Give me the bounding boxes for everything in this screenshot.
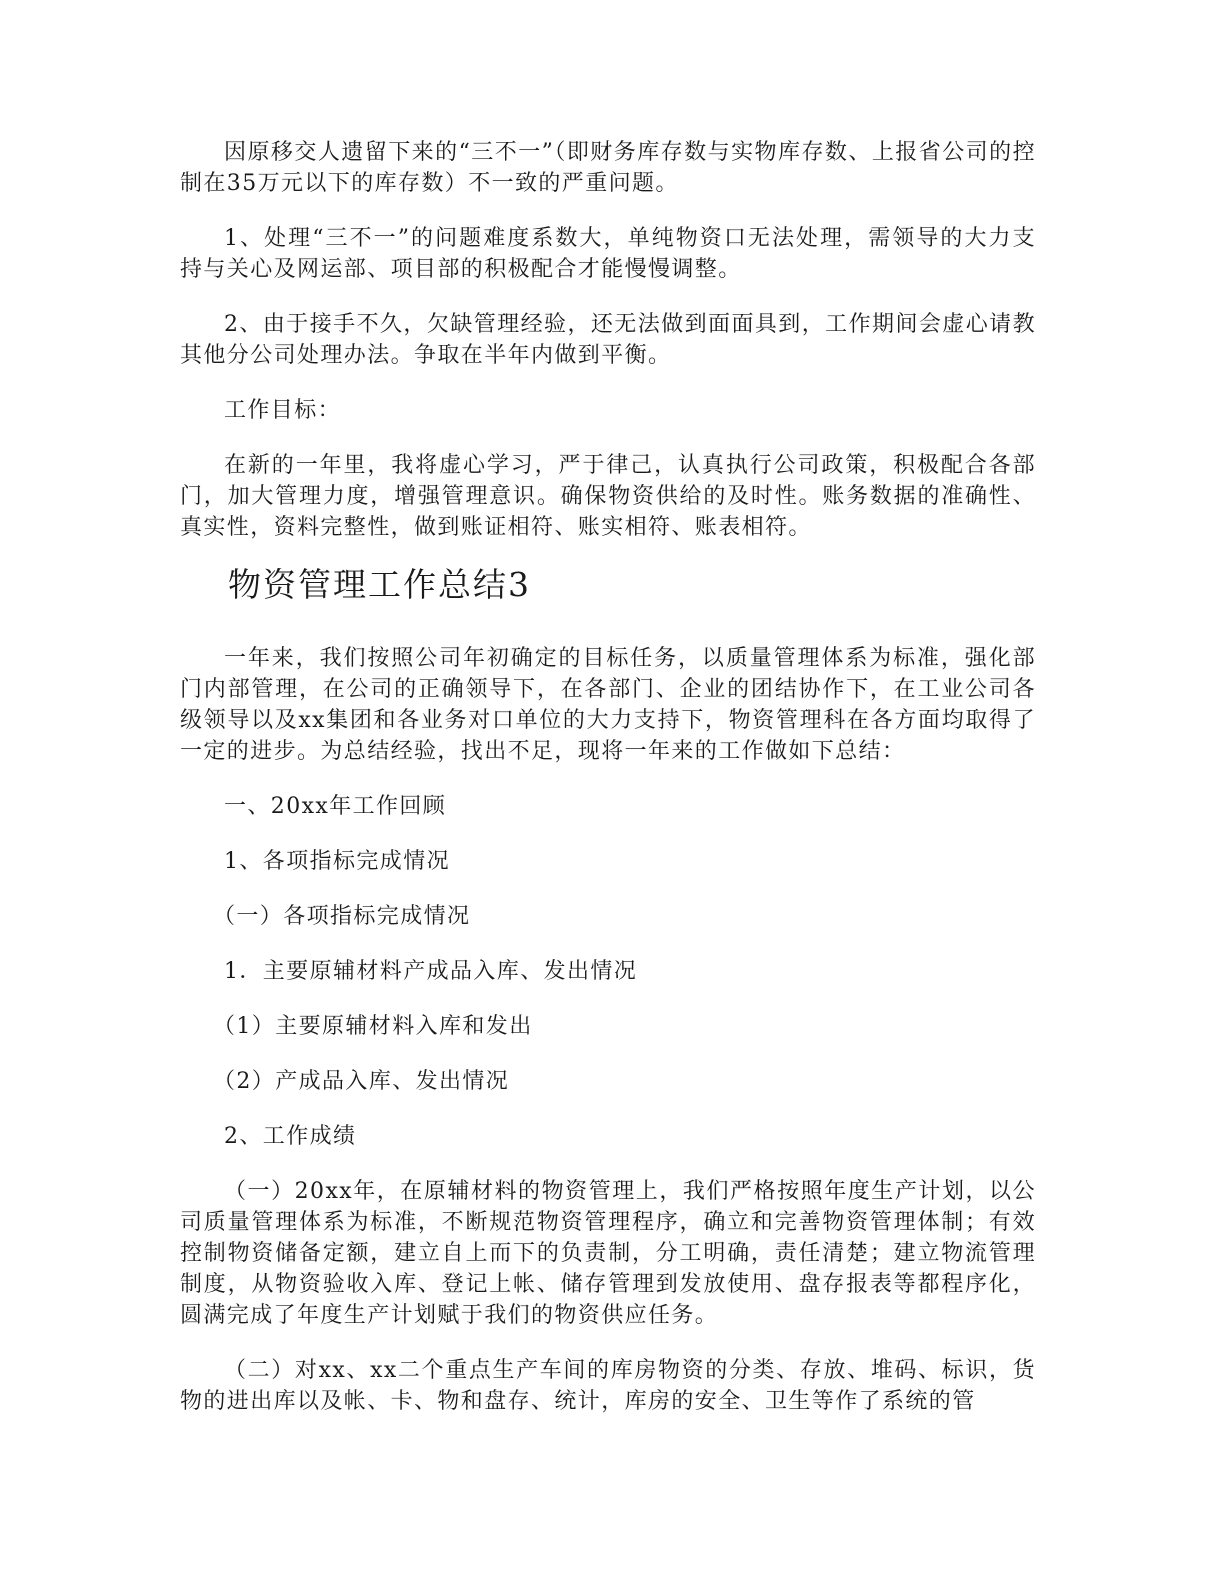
outline-item-1-sub-1: 1．主要原辅材料产成品入库、发出情况 [224,959,638,984]
work-goal-label: 工作目标： [224,398,342,423]
paragraph-work-goal: 在新的一年里，我将虚心学习，严于律己，认真执行公司政策，积极配合各部门，加大管理力度，增强管理意识。确保物资供给的及时性。账务数据的准确性、真实性，资料完整性，做到账证相符、账实相符、账表相符。 [180,453,1036,540]
paragraph-inventory-issue: 因原移交人遗留下来的“三不一”（即财务库存数与实物库存数、上报省公司的控制在35万元以下的库存数）不一致的严重问题。 [180,140,1036,196]
outline-review-title: 一、20xx年工作回顾 [224,794,447,819]
paragraph-achievement-1: （一）20xx年，在原辅材料的物资管理上，我们严格按照年度生产计划，以公司质量管理体系为标准，不断规范物资管理程序，确立和完善物资管理体制；有效控制物资储备定额，建立自上而下的负责制，分工明确，责任清楚；建立物流管理制度，从物资验收入库、登记上帐、储存管理到发放使用、盘存报表等都程序化，圆满完成了年度生产计划赋于我们的物资供应任务。 [180,1179,1036,1328]
paragraph-achievement-2: （二）对xx、xx二个重点生产车间的库房物资的分类、存放、堆码、标识，货物的进出库以及帐、卡、物和盘存、统计，库房的安全、卫生等作了系统的管 [180,1358,1036,1414]
paragraph-intro: 一年来，我们按照公司年初确定的目标任务，以质量管理体系为标准，强化部门内部管理，在公司的正确领导下，在各部门、企业的团结协作下，在工业公司各级领导以及xx集团和各业务对口单位的大力支持下，物资管理科在各方面均取得了一定的进步。为总结经验，找出不足，现将一年来的工作做如下总结： [180,646,1036,764]
paragraph-point-2: 2、由于接手不久，欠缺管理经验，还无法做到面面具到，工作期间会虚心请教其他分公司处理办法。争取在半年内做到平衡。 [180,312,1036,368]
outline-item-1: 1、各项指标完成情况 [224,849,450,874]
paragraph-point-1: 1、处理“三不一”的问题难度系数大，单纯物资口无法处理，需领导的大力支持与关心及网运部、项目部的积极配合才能慢慢调整。 [180,226,1036,282]
outline-item-1-sub-1b: （2）产成品入库、发出情况 [213,1069,510,1094]
outline-item-1-sub: （一）各项指标完成情况 [213,904,471,929]
outline-item-2: 2、工作成绩 [224,1124,357,1149]
document-page [180,137,1036,1441]
section-heading: 物资管理工作总结3 [228,565,531,604]
outline-item-1-sub-1a: （1）主要原辅材料入库和发出 [213,1014,533,1039]
